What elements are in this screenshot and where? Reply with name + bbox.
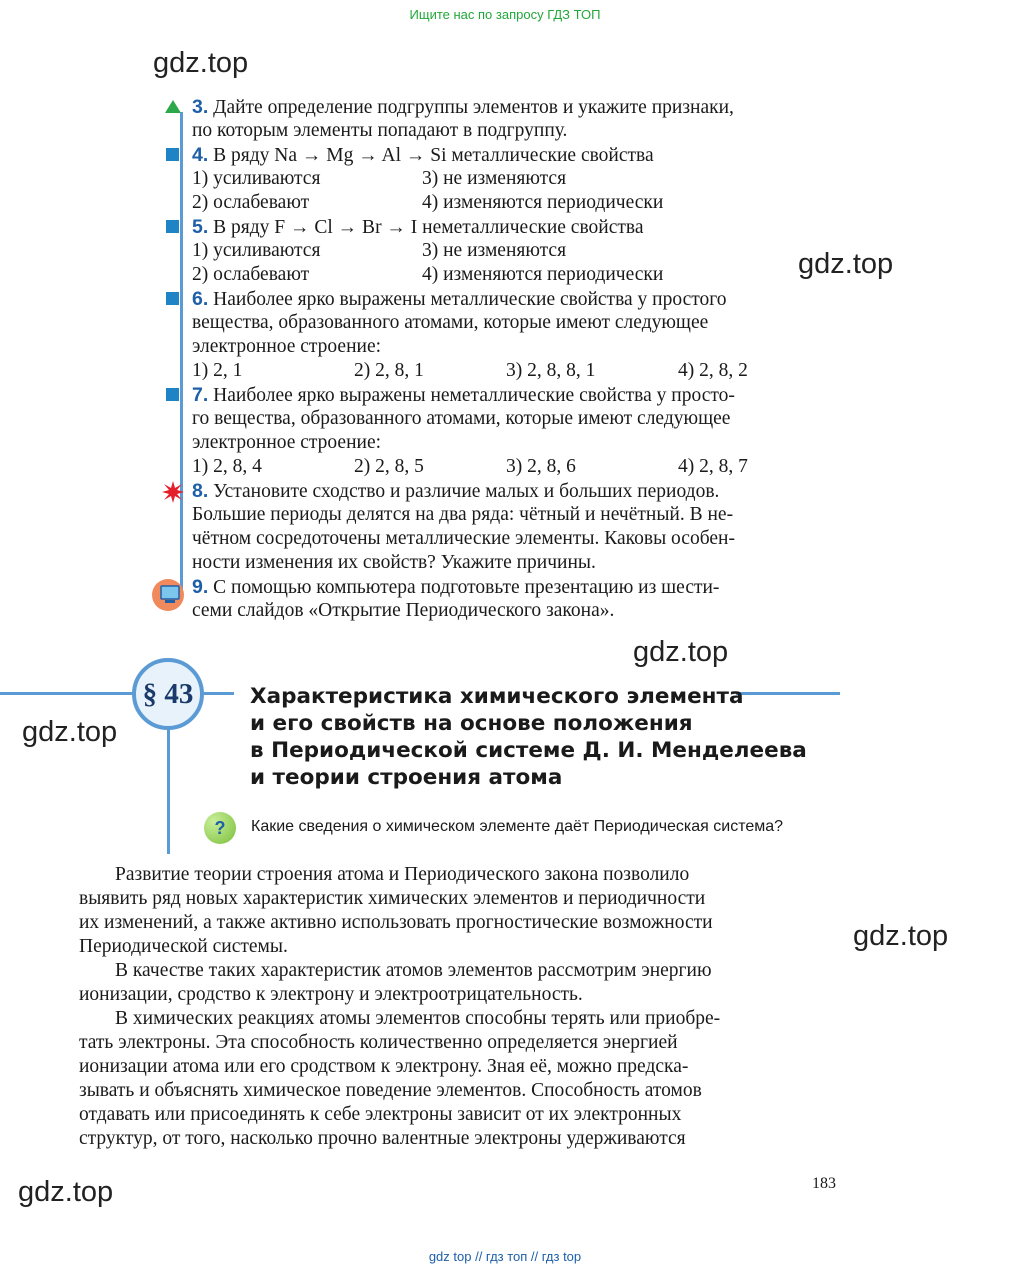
- paragraph-line: их изменений, а также активно использовать прогностические возможности: [79, 912, 713, 933]
- paragraph-line: выявить ряд новых характеристик химических элементов и периодичности: [79, 888, 706, 909]
- exercise-text: В ряду Na → Mg → Al → Si металлические свойства: [213, 145, 654, 166]
- section-question: Какие сведения о химическом элементе даёт Периодическая система?: [251, 818, 784, 835]
- level-square-icon: [166, 388, 179, 401]
- answer-option: 4) 2, 8, 7: [678, 456, 748, 477]
- exercise-8: [192, 479, 719, 504]
- answer-option: 1) 2, 8, 4: [192, 456, 262, 477]
- paragraph-line: ионизации атома или его сродством к электрону. Зная её, можно предска-: [79, 1056, 689, 1077]
- paragraph-line: В качестве таких характеристик атомов элементов рассмотрим энергию: [115, 960, 712, 981]
- answer-option: 1) усиливаются: [192, 168, 321, 189]
- answer-option: 2) ослабевают: [192, 192, 310, 213]
- exercise-text: В ряду F → Cl → Br → I неметаллические свойства: [213, 217, 644, 238]
- paragraph-line: зывать и объяснять химическое поведение элементов. Способность атомов: [79, 1080, 702, 1101]
- exercise-text: Дайте определение подгруппы элементов и укажите признаки,: [213, 97, 734, 118]
- watermark: gdz.top: [22, 716, 118, 748]
- exercise-rule: [180, 112, 183, 590]
- exercise-text: Наиболее ярко выражены металлические свойства у простого: [213, 289, 727, 310]
- answer-option: 4) изменяются периодически: [422, 192, 664, 213]
- exercise-number: 4.: [192, 144, 209, 166]
- exercise-5: [192, 215, 643, 240]
- exercise-number: 3.: [192, 96, 209, 118]
- section-rule-mid: [204, 692, 234, 695]
- answer-option: 1) усиливаются: [192, 240, 321, 261]
- exercise-text: вещества, образованного атомами, которые имеют следующее: [192, 312, 709, 333]
- exercise-text: чётном сосредоточены металлические элементы. Каковы особен-: [192, 528, 735, 549]
- paragraph-3: [79, 1007, 839, 1151]
- exercise-text: семи слайдов «Открытие Периодического закона».: [192, 600, 615, 621]
- section-title-line: Характеристика химического элемента: [250, 684, 744, 709]
- answer-option: 2) ослабевают: [192, 264, 310, 285]
- answer-option: 2) 2, 8, 1: [354, 360, 424, 381]
- exercise-6: [192, 287, 727, 312]
- section-title-line: и теории строения атома: [250, 765, 563, 790]
- watermark: gdz.top: [153, 47, 249, 79]
- section-title-line: и его свойств на основе положения: [250, 711, 693, 736]
- paragraph-line: В химических реакциях атомы элементов способны терять или приобре-: [115, 1008, 721, 1029]
- exercise-4: [192, 143, 654, 168]
- exercise-text: Большие периоды делятся на два ряда: чётный и нечётный. В не-: [192, 504, 734, 525]
- top-search-link[interactable]: Ищите нас по запросу ГДЗ ТОП: [409, 7, 601, 22]
- watermark: gdz.top: [853, 920, 949, 952]
- level-triangle-icon: [165, 100, 181, 113]
- answer-option: 1) 2, 1: [192, 360, 243, 381]
- answer-option: 3) 2, 8, 8, 1: [506, 360, 596, 381]
- exercise-text: электронное строение:: [192, 432, 382, 453]
- section-title-line: в Периодической системе Д. И. Менделеева: [250, 738, 807, 763]
- exercise-text: Наиболее ярко выражены неметаллические свойства у просто-: [213, 385, 735, 406]
- paragraph-line: ионизации, сродство к электрону и электроотрицательность.: [79, 984, 583, 1005]
- exercise-9: [192, 575, 719, 600]
- watermark: gdz.top: [798, 248, 894, 280]
- answer-option: 4) изменяются периодически: [422, 264, 664, 285]
- exercise-number: 6.: [192, 288, 209, 310]
- page-number: 183: [812, 1175, 836, 1192]
- section-title: [250, 683, 850, 791]
- exercise-text: электронное строение:: [192, 336, 382, 357]
- paragraph-line: тать электроны. Эта способность количественно определяется энергией: [79, 1032, 678, 1053]
- paragraph-2: [79, 959, 839, 1007]
- paragraph-line: Периодической системы.: [79, 936, 288, 957]
- paragraph-line: структур, от того, насколько прочно валентные электроны удерживаются: [79, 1128, 686, 1149]
- level-square-icon: [166, 292, 179, 305]
- section-rule-left: [0, 692, 134, 695]
- exercise-text: Установите сходство и различие малых и больших периодов.: [213, 481, 720, 502]
- exercise-text: С помощью компьютера подготовьте презентацию из шести-: [213, 577, 720, 598]
- section-badge: § 43: [132, 658, 204, 730]
- section-rule-vertical: [167, 728, 170, 854]
- answer-option: 3) 2, 8, 6: [506, 456, 576, 477]
- watermark: gdz.top: [18, 1176, 114, 1208]
- level-square-icon: [166, 148, 179, 161]
- question-icon: ?: [204, 812, 236, 844]
- level-square-icon: [166, 220, 179, 233]
- answer-option: 2) 2, 8, 5: [354, 456, 424, 477]
- exercise-7: [192, 383, 735, 408]
- answer-option: 3) не изменяются: [422, 240, 567, 261]
- watermark: gdz.top: [633, 636, 729, 668]
- exercise-text: ности изменения их свойств? Укажите причины.: [192, 552, 596, 573]
- answer-option: 3) не изменяются: [422, 168, 567, 189]
- computer-icon: [152, 578, 184, 612]
- exercise-3: [192, 95, 734, 120]
- answer-option: 4) 2, 8, 2: [678, 360, 748, 381]
- exercise-number: 5.: [192, 216, 209, 238]
- exercise-text: го вещества, образованного атомами, которые имеют следующее: [192, 408, 731, 429]
- exercise-text: по которым элементы попадают в подгруппу.: [192, 120, 568, 141]
- star-burst-icon: [162, 481, 184, 503]
- bottom-links[interactable]: gdz top // гдз топ // гдз top: [428, 1249, 582, 1264]
- exercise-number: 8.: [192, 480, 209, 502]
- exercise-number: 7.: [192, 384, 209, 406]
- paragraph-line: отдавать или присоединять к себе электроны зависит от их электронных: [79, 1104, 682, 1125]
- paragraph-1: [79, 863, 839, 959]
- exercise-number: 9.: [192, 576, 209, 598]
- paragraph-line: Развитие теории строения атома и Периодического закона позволило: [115, 864, 690, 885]
